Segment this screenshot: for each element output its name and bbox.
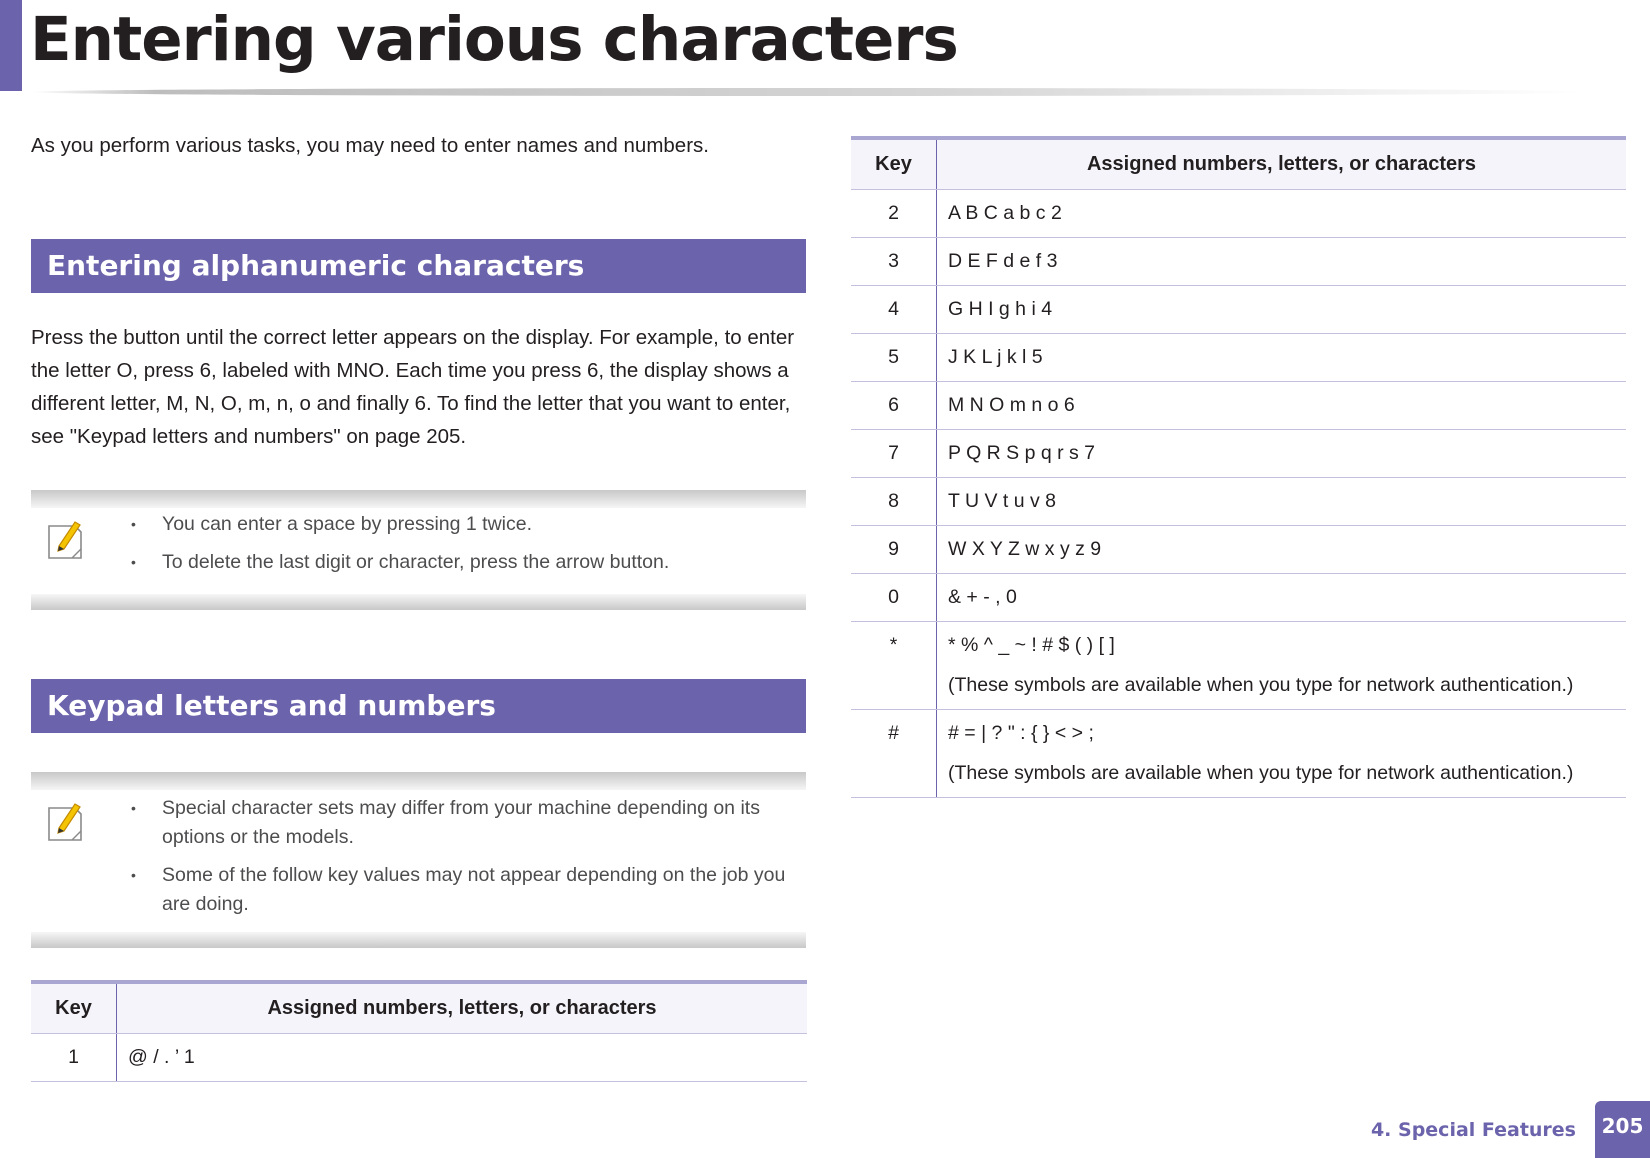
value-cell: J K L j k l 5 <box>937 334 1627 382</box>
page-title: Entering various characters <box>30 4 958 75</box>
key-cell: # <box>851 710 937 798</box>
section-heading-alphanumeric: Entering alphanumeric characters <box>31 239 806 293</box>
value-cell: @ / . ’ 1 <box>117 1034 808 1082</box>
section-heading-keypad: Keypad letters and numbers <box>31 679 806 733</box>
page-number: 205 <box>1595 1101 1650 1158</box>
value-note: (These symbols are available when you type for network authentication.) <box>948 762 1574 784</box>
key-cell: 2 <box>851 190 937 238</box>
column-header-value: Assigned numbers, letters, or characters <box>937 138 1627 190</box>
keypad-table-right <box>851 136 1626 798</box>
note-item: • You can enter a space by pressing 1 twice. <box>131 510 806 539</box>
table-row <box>851 430 1626 478</box>
value-cell: M N O m n o 6 <box>937 382 1627 430</box>
note-bottom-bar <box>31 594 806 610</box>
column-header-key: Key <box>31 982 117 1034</box>
alphanumeric-paragraph: Press the button until the correct letter appears on the display. For example, to enter the letter O, press 6, labeled with MNO. Each time you press 6, the display shows a different letter, M, N, O, m, n, o and finally 6. To find the letter that you want to enter, see "Keypad letters and numbers" on page 205. <box>31 326 795 448</box>
intro-text: As you perform various tasks, you may need to enter names and numbers. <box>31 134 709 157</box>
value-note: (These symbols are available when you type for network authentication.) <box>948 674 1574 696</box>
value-cell: T U V t u v 8 <box>937 478 1627 526</box>
key-cell: 0 <box>851 574 937 622</box>
table-row <box>31 1034 807 1082</box>
value-symbols: # = | ? " : { } < > ; <box>948 722 1094 744</box>
table-row <box>851 574 1626 622</box>
key-cell: 7 <box>851 430 937 478</box>
table-row <box>851 526 1626 574</box>
keypad-table-left <box>31 980 807 1082</box>
key-cell: 5 <box>851 334 937 382</box>
title-accent-bar <box>0 0 22 91</box>
key-cell: 4 <box>851 286 937 334</box>
note-top-bar <box>31 772 806 790</box>
value-cell: G H I g h i 4 <box>937 286 1627 334</box>
note-box-1 <box>31 490 806 610</box>
table-row <box>851 190 1626 238</box>
key-cell: * <box>851 622 937 710</box>
key-cell: 9 <box>851 526 937 574</box>
table-row <box>851 334 1626 382</box>
value-cell: W X Y Z w x y z 9 <box>937 526 1627 574</box>
value-cell <box>937 710 1627 798</box>
table-row <box>851 382 1626 430</box>
table-row <box>851 238 1626 286</box>
note-item: • To delete the last digit or character, press the arrow button. <box>131 548 806 577</box>
note-box-2 <box>31 772 806 948</box>
value-cell: D E F d e f 3 <box>937 238 1627 286</box>
key-cell: 6 <box>851 382 937 430</box>
note-bottom-bar <box>31 932 806 948</box>
value-cell: A B C a b c 2 <box>937 190 1627 238</box>
table-row <box>851 478 1626 526</box>
key-cell: 8 <box>851 478 937 526</box>
value-symbols: * % ^ _ ~ ! # $ ( ) [ ] <box>948 634 1115 656</box>
value-cell <box>937 622 1627 710</box>
note-pencil-icon <box>45 518 85 562</box>
note-item: • Some of the follow key values may not appear depending on the job you are doing. <box>131 861 806 919</box>
key-cell: 3 <box>851 238 937 286</box>
column-header-key: Key <box>851 138 937 190</box>
column-header-value: Assigned numbers, letters, or characters <box>117 982 808 1034</box>
table-row <box>851 710 1626 798</box>
value-cell: P Q R S p q r s 7 <box>937 430 1627 478</box>
note-top-bar <box>31 490 806 508</box>
table-row <box>851 622 1626 710</box>
value-cell: & + - , 0 <box>937 574 1627 622</box>
footer-chapter: 4. Special Features <box>1370 1119 1576 1141</box>
key-cell: 1 <box>31 1034 117 1082</box>
title-rule <box>30 88 1590 96</box>
note-item: • Special character sets may differ from your machine depending on its options or the models. <box>131 794 806 852</box>
table-row <box>851 286 1626 334</box>
note-pencil-icon <box>45 800 85 844</box>
